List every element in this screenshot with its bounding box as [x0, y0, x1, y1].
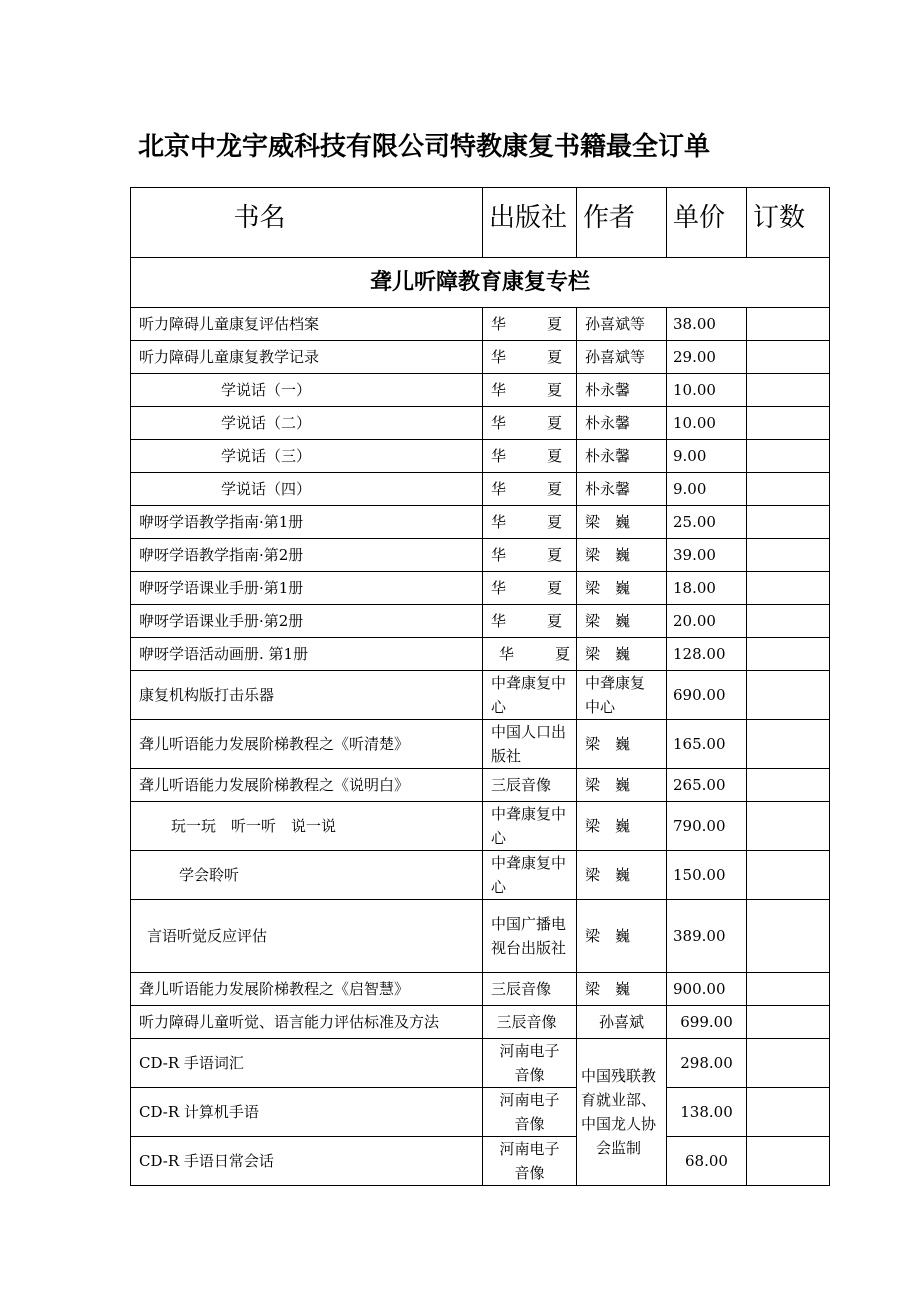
publisher: 华 夏 [483, 539, 577, 572]
book-title: 聋儿听语能力发展阶梯教程之《说明白》 [131, 769, 483, 802]
qty-cell[interactable] [747, 308, 830, 341]
book-title: 学说话（二） [131, 407, 483, 440]
publisher: 华 夏 [483, 506, 577, 539]
price: 10.00 [667, 374, 747, 407]
author: 梁 巍 [577, 572, 667, 605]
author: 梁 巍 [577, 638, 667, 671]
book-title: 学说话（三） [131, 440, 483, 473]
publisher: 中聋康复中心 [483, 671, 577, 720]
table-row [131, 1137, 830, 1186]
table-row [131, 638, 830, 671]
publisher: 华 夏 [483, 605, 577, 638]
qty-cell[interactable] [747, 973, 830, 1006]
table-row [131, 572, 830, 605]
table-row [131, 1006, 830, 1039]
author: 梁 巍 [577, 539, 667, 572]
qty-cell[interactable] [747, 851, 830, 900]
qty-cell[interactable] [747, 1137, 830, 1186]
price: 128.00 [667, 638, 747, 671]
qty-cell[interactable] [747, 1039, 830, 1088]
publisher: 河南电子音像 [483, 1039, 577, 1088]
author: 梁 巍 [577, 769, 667, 802]
table-row [131, 473, 830, 506]
author: 梁 巍 [577, 506, 667, 539]
publisher: 华 夏 [483, 308, 577, 341]
book-title: 咿呀学语活动画册. 第1册 [131, 638, 483, 671]
header-price: 单价 [667, 188, 747, 258]
book-title: CD-R 手语词汇 [131, 1039, 483, 1088]
publisher: 华 夏 [483, 638, 577, 671]
publisher: 三辰音像 [483, 973, 577, 1006]
author: 朴永馨 [577, 374, 667, 407]
section-heading: 聋儿听障教育康复专栏 [131, 258, 830, 308]
table-row [131, 539, 830, 572]
book-title: 听力障碍儿童听觉、语言能力评估标准及方法 [131, 1006, 483, 1039]
book-title: 学会聆听 [131, 851, 483, 900]
table-row [131, 341, 830, 374]
price: 298.00 [667, 1039, 747, 1088]
header-row [131, 188, 830, 258]
publisher: 河南电子音像 [483, 1137, 577, 1186]
qty-cell[interactable] [747, 1006, 830, 1039]
table-row [131, 671, 830, 720]
book-title: 咿呀学语教学指南·第2册 [131, 539, 483, 572]
table-row [131, 900, 830, 973]
book-title: 咿呀学语课业手册·第2册 [131, 605, 483, 638]
price: 699.00 [667, 1006, 747, 1039]
price: 265.00 [667, 769, 747, 802]
table-row [131, 1039, 830, 1088]
price: 790.00 [667, 802, 747, 851]
price: 18.00 [667, 572, 747, 605]
publisher: 华 夏 [483, 374, 577, 407]
table-row [131, 802, 830, 851]
book-title: 玩一玩 听一听 说一说 [131, 802, 483, 851]
publisher: 中聋康复中心 [483, 851, 577, 900]
publisher: 华 夏 [483, 341, 577, 374]
table-row [131, 720, 830, 769]
book-title: 聋儿听语能力发展阶梯教程之《听清楚》 [131, 720, 483, 769]
book-title: CD-R 计算机手语 [131, 1088, 483, 1137]
publisher: 华 夏 [483, 407, 577, 440]
author: 梁 巍 [577, 605, 667, 638]
qty-cell[interactable] [747, 572, 830, 605]
qty-cell[interactable] [747, 802, 830, 851]
book-title: 听力障碍儿童康复教学记录 [131, 341, 483, 374]
book-title: 咿呀学语教学指南·第1册 [131, 506, 483, 539]
publisher: 中国人口出版社 [483, 720, 577, 769]
qty-cell[interactable] [747, 769, 830, 802]
book-title: 言语听觉反应评估 [131, 900, 483, 973]
price: 20.00 [667, 605, 747, 638]
price: 900.00 [667, 973, 747, 1006]
author: 梁 巍 [577, 973, 667, 1006]
author: 梁 巍 [577, 851, 667, 900]
order-table [130, 187, 830, 1186]
book-title: 学说话（四） [131, 473, 483, 506]
table-row [131, 308, 830, 341]
publisher: 三辰音像 [483, 1006, 577, 1039]
price: 10.00 [667, 407, 747, 440]
table-row [131, 769, 830, 802]
header-title: 书名 [131, 188, 483, 258]
qty-cell[interactable] [747, 605, 830, 638]
publisher: 华 夏 [483, 473, 577, 506]
publisher: 华 夏 [483, 572, 577, 605]
book-title: 聋儿听语能力发展阶梯教程之《启智慧》 [131, 973, 483, 1006]
author: 孙喜斌等 [577, 308, 667, 341]
author: 朴永馨 [577, 407, 667, 440]
qty-cell[interactable] [747, 638, 830, 671]
table-row [131, 374, 830, 407]
author: 中聋康复中心 [577, 671, 667, 720]
qty-cell[interactable] [747, 440, 830, 473]
author: 孙喜斌等 [577, 341, 667, 374]
price: 68.00 [667, 1137, 747, 1186]
price: 165.00 [667, 720, 747, 769]
table-row [131, 973, 830, 1006]
price: 9.00 [667, 473, 747, 506]
book-title: CD-R 手语日常会话 [131, 1137, 483, 1186]
table-row [131, 1088, 830, 1137]
qty-cell[interactable] [747, 671, 830, 720]
price: 150.00 [667, 851, 747, 900]
qty-cell[interactable] [747, 539, 830, 572]
book-title: 咿呀学语课业手册·第1册 [131, 572, 483, 605]
qty-cell[interactable] [747, 720, 830, 769]
price: 138.00 [667, 1088, 747, 1137]
qty-cell[interactable] [747, 374, 830, 407]
price: 389.00 [667, 900, 747, 973]
table-row [131, 851, 830, 900]
author: 孙喜斌 [577, 1006, 667, 1039]
author: 梁 巍 [577, 802, 667, 851]
qty-cell[interactable] [747, 341, 830, 374]
price: 38.00 [667, 308, 747, 341]
book-title: 康复机构版打击乐器 [131, 671, 483, 720]
publisher: 中国广播电视台出版社 [483, 900, 577, 973]
table-row [131, 407, 830, 440]
publisher: 中聋康复中心 [483, 802, 577, 851]
author: 梁 巍 [577, 720, 667, 769]
price: 9.00 [667, 440, 747, 473]
price: 25.00 [667, 506, 747, 539]
table-row [131, 605, 830, 638]
book-title: 学说话（一） [131, 374, 483, 407]
qty-cell[interactable] [747, 473, 830, 506]
publisher: 华 夏 [483, 440, 577, 473]
author: 朴永馨 [577, 440, 667, 473]
price: 29.00 [667, 341, 747, 374]
book-title: 听力障碍儿童康复评估档案 [131, 308, 483, 341]
author: 梁 巍 [577, 900, 667, 973]
header-author: 作者 [577, 188, 667, 258]
price: 39.00 [667, 539, 747, 572]
header-publisher: 出版社 [483, 188, 577, 258]
publisher: 河南电子音像 [483, 1088, 577, 1137]
price: 690.00 [667, 671, 747, 720]
qty-cell[interactable] [747, 900, 830, 973]
header-qty: 订数 [747, 188, 830, 258]
merged-author: 中国残联教育就业部、中国龙人协会监制 [577, 1039, 667, 1186]
document-title: 北京中龙宇威科技有限公司特教康复书籍最全订单 [138, 132, 711, 162]
publisher: 三辰音像 [483, 769, 577, 802]
table-row [131, 506, 830, 539]
qty-cell[interactable] [747, 407, 830, 440]
author: 朴永馨 [577, 473, 667, 506]
qty-cell[interactable] [747, 1088, 830, 1137]
table-row [131, 440, 830, 473]
qty-cell[interactable] [747, 506, 830, 539]
